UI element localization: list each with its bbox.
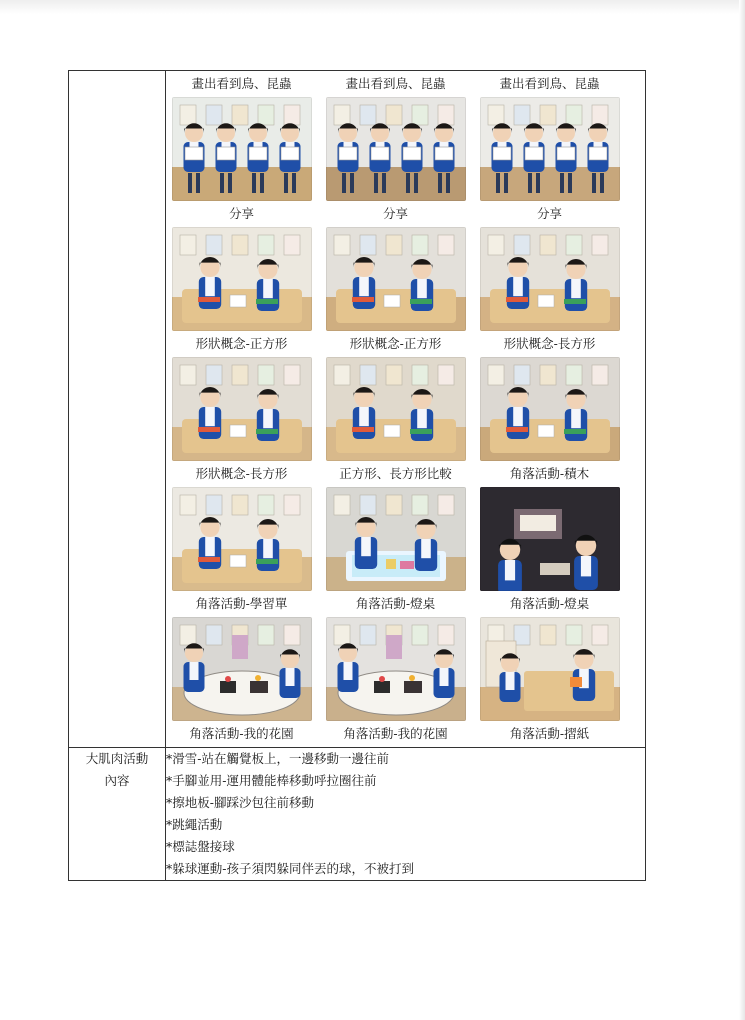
- photo-caption: 角落活動-積木: [509, 466, 590, 481]
- classroom-photo: [172, 227, 312, 331]
- child-figure: [498, 539, 522, 591]
- page-edge: [739, 0, 745, 1020]
- photos-row-label-cell: [69, 71, 166, 748]
- gross-motor-item: *擦地板-腳踩沙包往前移動: [166, 795, 314, 810]
- photo-item: [166, 71, 317, 201]
- gross-motor-label-line1: 大肌肉活動: [85, 751, 149, 766]
- classroom-photo: [480, 487, 620, 591]
- photo-caption: 正方形、長方形比較: [339, 466, 452, 481]
- child-figure: [499, 653, 520, 702]
- photo-caption: 角落活動-學習單: [195, 596, 288, 611]
- photo-caption: 形狀概念-長方形: [195, 466, 288, 481]
- classroom-photo: [326, 97, 466, 201]
- classroom-photo: [480, 97, 620, 201]
- photo-caption: 分享: [228, 206, 254, 221]
- classroom-photo: [172, 357, 312, 461]
- photo-item: [166, 201, 317, 331]
- photo-item: [320, 201, 471, 331]
- classroom-photo: [326, 357, 466, 461]
- gross-motor-list-cell: [166, 748, 646, 881]
- photo-item: [474, 461, 625, 591]
- classroom-photo: [480, 617, 620, 721]
- photos-row: [69, 71, 646, 748]
- child-figure: [354, 517, 376, 569]
- photo-caption-bottom: 角落活動-摺紙: [509, 726, 590, 741]
- photo-caption: 分享: [382, 206, 408, 221]
- classroom-photo: [326, 617, 466, 721]
- photo-grid: [166, 71, 645, 747]
- classroom-photo: [172, 97, 312, 201]
- photo-item: [166, 461, 317, 591]
- child-figure: [279, 649, 300, 698]
- gross-motor-label-cell: [69, 748, 166, 881]
- photo-caption: 畫出看到鳥、昆蟲: [499, 76, 600, 91]
- page-top-shade: [0, 0, 745, 14]
- gross-motor-item: *躲球運動-孩子須閃躲同伴丟的球，不被打到: [166, 861, 414, 876]
- classroom-photo: [172, 617, 312, 721]
- gross-motor-item: *標誌盤接球: [166, 839, 235, 854]
- photo-caption: 形狀概念-正方形: [195, 336, 288, 351]
- classroom-photo: [326, 227, 466, 331]
- photo-item: [166, 331, 317, 461]
- child-figure: [414, 519, 436, 571]
- child-figure: [574, 535, 598, 590]
- photo-item: [320, 71, 471, 201]
- gross-motor-label-line2: 內容: [104, 773, 130, 788]
- photo-caption-bottom: 角落活動-我的花園: [343, 726, 448, 741]
- photo-caption: 形狀概念-正方形: [349, 336, 442, 351]
- photos-cell: [166, 71, 646, 748]
- photo-caption-bottom: 角落活動-我的花園: [189, 726, 294, 741]
- photo-item: [320, 591, 471, 747]
- activity-table: [68, 70, 646, 881]
- child-figure: [433, 649, 454, 698]
- gross-motor-row: [69, 748, 646, 881]
- child-figure: [183, 643, 204, 692]
- photo-item: [474, 591, 625, 747]
- photo-caption: 角落活動-燈桌: [509, 596, 590, 611]
- photo-item: [474, 331, 625, 461]
- gross-motor-item: *滑雪-站在觸覺板上，一邊移動一邊往前: [166, 751, 389, 766]
- photo-item: [320, 331, 471, 461]
- gross-motor-item: *手腳並用-運用體能棒移動呼拉圈往前: [166, 773, 377, 788]
- gross-motor-item: *跳繩活動: [166, 817, 223, 832]
- photo-item: [474, 201, 625, 331]
- photo-item: [166, 591, 317, 747]
- photo-caption: 形狀概念-長方形: [503, 336, 596, 351]
- photo-caption: 畫出看到鳥、昆蟲: [345, 76, 446, 91]
- photo-item: [320, 461, 471, 591]
- child-figure: [337, 643, 358, 692]
- classroom-photo: [480, 227, 620, 331]
- child-figure: [572, 649, 594, 701]
- classroom-photo: [172, 487, 312, 591]
- photo-caption: 畫出看到鳥、昆蟲: [191, 76, 292, 91]
- classroom-photo: [326, 487, 466, 591]
- classroom-photo: [480, 357, 620, 461]
- photo-caption: 角落活動-燈桌: [355, 596, 436, 611]
- photo-caption: 分享: [536, 206, 562, 221]
- photo-item: [474, 71, 625, 201]
